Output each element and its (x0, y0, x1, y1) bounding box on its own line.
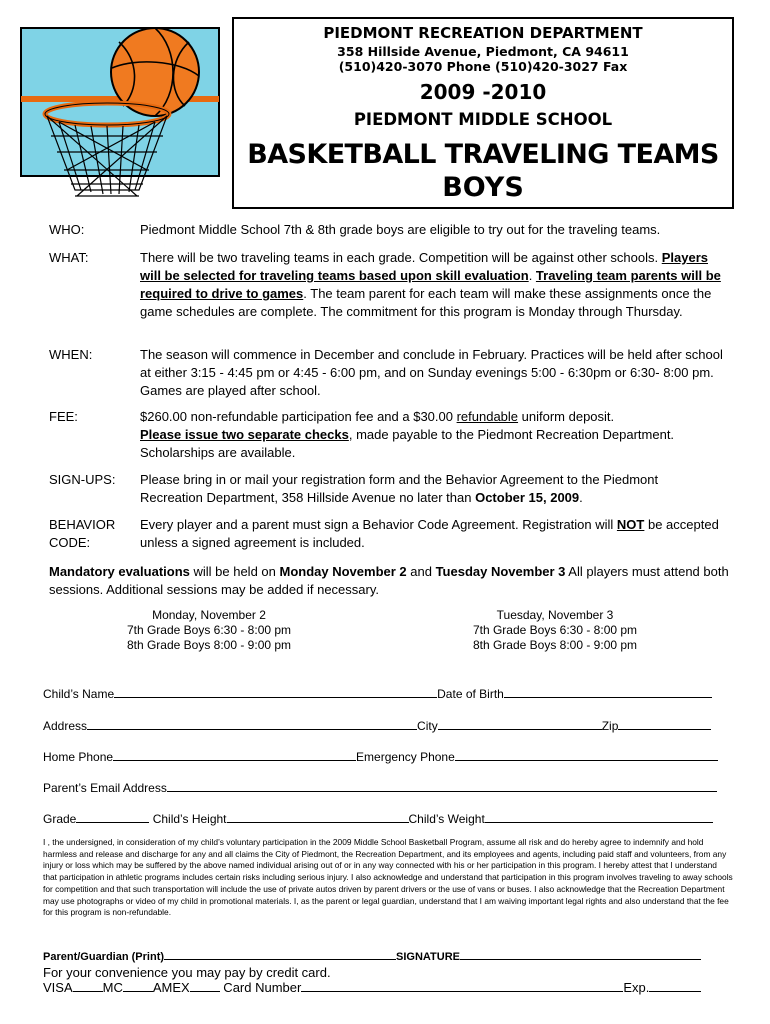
fee-text-2: uniform deposit. (518, 409, 615, 424)
what-text-1: There will be two traveling teams in each grade. Competition will be against other schools. (140, 250, 659, 265)
behavior-not: NOT (616, 517, 645, 532)
mc-field[interactable] (123, 980, 153, 992)
mandatory-text-2: and (406, 564, 436, 579)
behavior-label-2: CODE: (49, 535, 91, 550)
schedule-7th-grade: 7th Grade Boys 6:30 - 8:00 pm (472, 623, 638, 637)
mandatory-evaluations (49, 563, 729, 599)
fee-label: FEE: (49, 409, 78, 424)
signups-label: SIGN-UPS: (49, 472, 116, 487)
schedule-day: Tuesday, November 3 (496, 608, 614, 622)
season-year: 2009 -2010 (419, 80, 547, 104)
schedule-tuesday (405, 608, 705, 653)
fee-text-3: , made payable to the Piedmont Recreation Department. Scholarships are available. (140, 427, 675, 460)
parent-print-field[interactable] (164, 948, 396, 960)
signature-label: SIGNATURE (396, 951, 460, 963)
schedule-monday (59, 608, 359, 653)
child-name-label: Child’s Name (43, 687, 115, 701)
child-name-field[interactable] (114, 686, 437, 698)
payment-note: For your convenience you may pay by credit card. (43, 965, 331, 980)
schedule-8th-grade: 8th Grade Boys 8:00 - 9:00 pm (472, 638, 638, 652)
page-title: BASKETBALL TRAVELING TEAMS (247, 139, 719, 170)
city-label: City (417, 719, 438, 733)
parent-print-label: Parent/Guardian (Print) (43, 951, 165, 963)
height-field[interactable] (227, 811, 409, 823)
signups-text (140, 471, 724, 507)
behavior-text-1: Every player and a parent must sign a Behavior Code Agreement. Registration will (140, 517, 617, 532)
what-label: WHAT: (49, 250, 89, 265)
exp-label: Exp. (623, 980, 650, 995)
behavior-text-2: be accepted unless a signed agreement is included. (140, 517, 719, 550)
form-row-grade (43, 811, 733, 827)
what-text-3: . The team parent for each team will make these assignments once the game schedules are complete. The commitment for this program is Monday through Thursday. (140, 286, 712, 319)
fee-separate-checks: Please issue two separate checks (140, 427, 349, 442)
signups-text-2: . (579, 490, 583, 505)
grade-field[interactable] (76, 811, 149, 823)
card-number-field[interactable] (301, 980, 623, 992)
city-field[interactable] (438, 718, 602, 730)
behavior-label-1: BEHAVIOR (49, 517, 116, 532)
mc-label: MC (102, 980, 123, 995)
department-phone: (510)420-3070 Phone (510)420-3027 Fax (338, 59, 628, 74)
emergency-phone-field[interactable] (455, 749, 718, 761)
exp-field[interactable] (649, 980, 701, 992)
signups-text-1: Please bring in or mail your registration form and the Behavior Agreement to the Piedmont Recreation Department, 358 Hillside Avenue no later than (140, 472, 659, 505)
fee-refundable: refundable (456, 409, 519, 424)
height-label: Child’s Height (149, 812, 227, 826)
form-row-phone (43, 749, 733, 765)
when-label: WHEN: (49, 347, 93, 362)
address-label: Address (43, 719, 88, 733)
mandatory-text-1: will be held on (189, 564, 280, 579)
payment-row (43, 980, 701, 995)
what-text-2: . (528, 268, 536, 283)
zip-label: Zip (601, 719, 619, 733)
home-phone-label: Home Phone (43, 750, 114, 764)
form-row-email (43, 780, 733, 796)
basketball-hoop-icon (19, 20, 229, 210)
page-subtitle: BOYS (442, 172, 524, 203)
weight-field[interactable] (485, 811, 713, 823)
email-field[interactable] (167, 780, 717, 792)
mandatory-heading: Mandatory evaluations (49, 564, 190, 579)
when-text: The season will commence in December and conclude in February. Practices will be held after school at either 3:15 - 4:45 pm or 4:45 - 6:00 pm, and on Sunday evenings 5:00 - 6:30pm or 6:30- 8:00 pm. Games are played after school. (140, 347, 723, 398)
address-field[interactable] (87, 718, 417, 730)
emergency-phone-label: Emergency Phone (356, 750, 455, 764)
signups-deadline: October 15, 2009 (475, 490, 580, 505)
school-name: PIEDMONT MIDDLE SCHOOL (353, 110, 613, 129)
amex-field[interactable] (190, 980, 220, 992)
zip-field[interactable] (618, 718, 711, 730)
mandatory-monday: Monday November 2 (279, 564, 407, 579)
dob-label: Date of Birth (437, 687, 504, 701)
who-text: Piedmont Middle School 7th & 8th grade boys are eligible to try out for the traveling teams. (140, 222, 661, 237)
form-row-address (43, 718, 733, 734)
weight-label: Child’s Weight (408, 812, 485, 826)
amex-label: AMEX (152, 980, 190, 995)
liability-waiver: I , the undersigned, in consideration of my child’s voluntary participation in the 2009 Middle School Basketball Program, assume all risk and do hereby agree to indemnify and hold harmless and release and discharge for any and all claims the City of Piedmont, the Recreation Department, and its employees and agents, including paid staff and volunteers, from any injury or loss which may be suffered by the above named individual arising out of or in any way connected with his or her participation in this program. I hereby attest that I understand that participation in athletic programs includes certain risks including serious injury. I also acknowledge and understand that participation in this program involves traveling to away schools for competition and that such transportation will include the use of private autos driven by parent drivers or the use of vans or buses. I also acknowledge that the Recreation Department may use photographs or video of my child in promotional materials. I, as the parent or legal guardian, understand that I am waiving important legal rights and also understand that the fee for this program is non-refundable. (43, 837, 733, 918)
mandatory-tuesday: Tuesday November 3 (435, 564, 566, 579)
what-text (140, 249, 724, 321)
header-box (232, 17, 734, 209)
who-label: WHO: (49, 222, 85, 237)
signature-row (43, 948, 701, 963)
behavior-label (49, 516, 134, 552)
fee-text-1: $260.00 non-refundable participation fee and a $30.00 (140, 409, 457, 424)
visa-label: VISA (43, 980, 73, 995)
home-phone-field[interactable] (113, 749, 356, 761)
grade-label: Grade (43, 812, 77, 826)
form-row-name (43, 686, 733, 702)
card-number-label: Card Number (219, 980, 302, 995)
signature-field[interactable] (460, 948, 701, 960)
schedule-7th-grade: 7th Grade Boys 6:30 - 8:00 pm (126, 623, 292, 637)
department-address: 358 Hillside Avenue, Piedmont, CA 94611 (337, 44, 629, 59)
schedule-day: Monday, November 2 (152, 608, 266, 622)
email-label: Parent’s Email Address (43, 781, 167, 795)
behavior-text (140, 516, 724, 552)
visa-field[interactable] (73, 980, 103, 992)
fee-text (140, 408, 724, 462)
mandatory-text-3: All players must attend both sessions. Additional sessions may be added if necessary. (49, 564, 729, 597)
what-drive-to-games: Traveling team parents will be required to drive to games (140, 268, 721, 301)
dob-field[interactable] (504, 686, 712, 698)
what-skill-evaluation: Players will be selected for traveling teams based upon skill evaluation (140, 250, 708, 283)
department-name: PIEDMONT RECREATION DEPARTMENT (323, 24, 643, 42)
schedule-8th-grade: 8th Grade Boys 8:00 - 9:00 pm (126, 638, 292, 652)
